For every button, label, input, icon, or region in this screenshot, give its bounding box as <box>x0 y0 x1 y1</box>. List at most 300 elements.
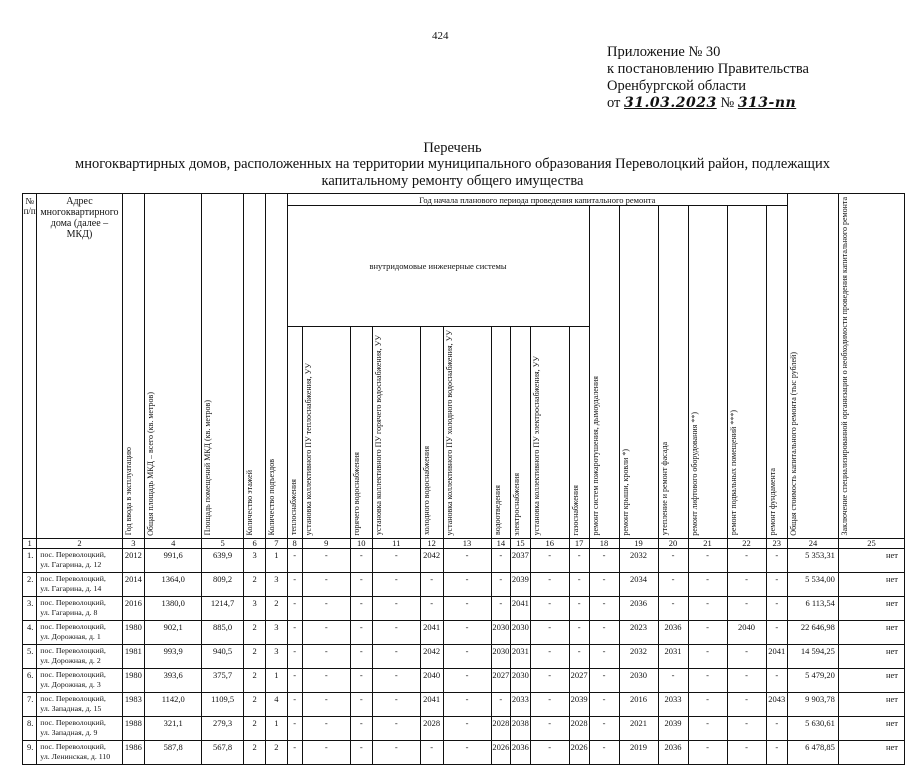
col-heating-meter-header <box>302 326 350 538</box>
table-cell: - <box>302 549 350 573</box>
table-cell: 3 <box>244 597 266 621</box>
column-number-row-group <box>23 539 905 549</box>
table-cell: 1986 <box>122 741 145 765</box>
table-cell: - <box>372 597 420 621</box>
table-cell: 587,8 <box>145 741 202 765</box>
title-line-2: многоквартирных домов, расположенных на территории муниципального образования Переволоцкий район, подлежащих <box>75 156 830 172</box>
table-cell: 2 <box>244 621 266 645</box>
col-hot-water-meter-label: установка коллективного ПУ горячего водоснабжения, УУ <box>373 335 383 536</box>
table-cell: нет <box>838 573 904 597</box>
row-address <box>37 669 122 693</box>
table-cell: - <box>766 549 788 573</box>
col-conclusion-header <box>838 194 904 539</box>
table-cell: нет <box>838 693 904 717</box>
col-year-header <box>122 194 145 539</box>
table-row <box>23 717 905 741</box>
row-address <box>37 645 122 669</box>
table-cell: 2041 <box>766 645 788 669</box>
table-cell: 2 <box>266 741 287 765</box>
table-cell: - <box>589 717 619 741</box>
table-cell: - <box>688 597 727 621</box>
table-cell: - <box>727 573 766 597</box>
row-address <box>37 621 122 645</box>
column-number: 15 <box>511 539 531 549</box>
column-number: 23 <box>766 539 788 549</box>
table-cell: - <box>443 669 491 693</box>
column-number: 12 <box>420 539 443 549</box>
table-cell: 2 <box>244 669 266 693</box>
table-cell: - <box>372 669 420 693</box>
table-cell: нет <box>838 669 904 693</box>
column-number: 9 <box>302 539 350 549</box>
row-number: 1. <box>23 549 37 573</box>
repair-table <box>22 193 905 765</box>
table-cell: - <box>350 549 372 573</box>
table-cell: - <box>530 645 569 669</box>
table-cell: 2032 <box>619 549 658 573</box>
col-power-header <box>511 326 531 538</box>
table-cell: 1980 <box>122 669 145 693</box>
decree-date: 31.03.2023 <box>624 95 717 111</box>
table-cell: - <box>350 669 372 693</box>
appendix-line-1: Приложение № 30 <box>607 44 721 60</box>
table-cell: - <box>727 669 766 693</box>
table-cell: 2032 <box>619 645 658 669</box>
table-row <box>23 693 905 717</box>
address-settlement: пос. Переволоцкий, <box>40 670 106 680</box>
col-cold-water-label: холодного водоснабжения <box>421 446 431 536</box>
column-number: 16 <box>530 539 569 549</box>
table-cell: - <box>350 741 372 765</box>
table-cell: 321,1 <box>145 717 202 741</box>
table-cell: 809,2 <box>202 573 244 597</box>
column-number: 14 <box>491 539 511 549</box>
col-floors-label: Количество этажей <box>245 469 254 536</box>
table-cell: 993,9 <box>145 645 202 669</box>
table-cell: 2 <box>244 645 266 669</box>
table-cell: - <box>443 645 491 669</box>
table-cell: 2040 <box>727 621 766 645</box>
column-number: 7 <box>266 539 287 549</box>
col-hot-water-label: горячего водоснабжения <box>351 451 361 536</box>
table-cell: - <box>372 549 420 573</box>
table-cell: 2039 <box>569 693 589 717</box>
table-cell: - <box>727 549 766 573</box>
table-cell: - <box>443 597 491 621</box>
table-cell: - <box>727 693 766 717</box>
col-total-area-header <box>145 194 202 539</box>
address-street: ул. Гагарина, д. 8 <box>40 607 98 617</box>
table-cell: - <box>302 741 350 765</box>
table-cell: 2023 <box>619 621 658 645</box>
table-cell: - <box>287 717 302 741</box>
table-cell: - <box>589 645 619 669</box>
col-power-meter-header <box>530 326 569 538</box>
table-cell: - <box>569 573 589 597</box>
column-number: 18 <box>589 539 619 549</box>
table-cell: 2037 <box>511 549 531 573</box>
address-settlement: пос. Переволоцкий, <box>40 718 106 728</box>
address-settlement: пос. Переволоцкий, <box>40 646 106 656</box>
column-number: 2 <box>37 539 122 549</box>
table-cell: - <box>589 597 619 621</box>
col-floors-header <box>244 194 266 539</box>
address-street: ул. Западная, д. 9 <box>40 727 98 737</box>
title-line-1: Перечень <box>423 140 482 156</box>
table-cell: - <box>287 645 302 669</box>
address-street: ул. Дорожная, д. 2 <box>40 655 101 665</box>
table-cell: - <box>530 717 569 741</box>
table-cell: - <box>766 597 788 621</box>
table-cell: 1142,0 <box>145 693 202 717</box>
table-cell: 885,0 <box>202 621 244 645</box>
table-cell: нет <box>838 597 904 621</box>
table-cell: 2026 <box>491 741 511 765</box>
table-cell: - <box>766 741 788 765</box>
col-total-area-label: Общая площадь МКД – всего (кв. метров) <box>146 391 156 536</box>
row-number: 7. <box>23 693 37 717</box>
table-cell: - <box>530 669 569 693</box>
table-row <box>23 645 905 669</box>
table-cell: - <box>420 741 443 765</box>
table-cell: 639,9 <box>202 549 244 573</box>
table-cell: - <box>350 573 372 597</box>
address-street: ул. Гагарина, д. 12 <box>40 559 102 569</box>
table-cell: 2027 <box>491 669 511 693</box>
table-cell: 2033 <box>658 693 688 717</box>
table-cell: - <box>372 741 420 765</box>
table-cell: 2033 <box>511 693 531 717</box>
row-address <box>37 717 122 741</box>
column-number: 19 <box>619 539 658 549</box>
table-cell: 9 903,78 <box>788 693 839 717</box>
table-cell: - <box>688 693 727 717</box>
table-cell: 940,5 <box>202 645 244 669</box>
table-cell: 2 <box>266 597 287 621</box>
table-cell: нет <box>838 645 904 669</box>
table-cell: - <box>372 645 420 669</box>
row-address <box>37 549 122 573</box>
table-cell: 3 <box>244 549 266 573</box>
table-cell: - <box>302 573 350 597</box>
table-cell: 2 <box>244 573 266 597</box>
table-cell: - <box>589 693 619 717</box>
table-cell: 2038 <box>511 717 531 741</box>
table-row <box>23 549 905 573</box>
table-cell: 1988 <box>122 717 145 741</box>
table-cell: 6 113,54 <box>788 597 839 621</box>
engineering-systems-header: внутридомовые инженерные системы <box>287 206 589 327</box>
table-cell: 5 534,00 <box>788 573 839 597</box>
table-cell: - <box>443 693 491 717</box>
col-year-label: Год ввода в эксплуатацию <box>123 447 133 536</box>
table-cell: - <box>530 597 569 621</box>
table-cell: 2042 <box>420 645 443 669</box>
table-cell: 2034 <box>619 573 658 597</box>
table-cell: 2030 <box>619 669 658 693</box>
address-settlement: пос. Переволоцкий, <box>40 694 106 704</box>
table-cell: - <box>372 573 420 597</box>
table-cell: 1214,7 <box>202 597 244 621</box>
decree-number: 313-пп <box>737 95 797 111</box>
table-cell: - <box>569 621 589 645</box>
row-number: 4. <box>23 621 37 645</box>
table-cell: 2 <box>244 741 266 765</box>
col-fire-header <box>589 206 619 539</box>
col-heating-label: теплоснабжения <box>288 479 298 536</box>
table-cell: 2039 <box>658 717 688 741</box>
table-cell: - <box>658 549 688 573</box>
column-number: 1 <box>23 539 37 549</box>
table-cell: 2016 <box>122 597 145 621</box>
table-cell: 1364,0 <box>145 573 202 597</box>
table-cell: - <box>491 549 511 573</box>
table-cell: 2036 <box>658 741 688 765</box>
table-cell: - <box>688 717 727 741</box>
table-cell: - <box>420 573 443 597</box>
table-cell: - <box>569 597 589 621</box>
column-number: 13 <box>443 539 491 549</box>
table-row <box>23 573 905 597</box>
col-facade-label: утепление и ремонт фасада <box>659 442 669 536</box>
col-foundation-header <box>766 206 788 539</box>
table-cell: 3 <box>266 621 287 645</box>
table-cell: 1 <box>266 669 287 693</box>
table-cell: нет <box>838 741 904 765</box>
address-settlement: пос. Переволоцкий, <box>40 574 106 584</box>
row-number: 6. <box>23 669 37 693</box>
appendix-block <box>607 44 809 112</box>
table-cell: 2041 <box>511 597 531 621</box>
row-address <box>37 741 122 765</box>
table-cell: 2043 <box>766 693 788 717</box>
table-cell: - <box>530 693 569 717</box>
row-address <box>37 693 122 717</box>
column-number: 17 <box>569 539 589 549</box>
table-cell: 14 594,25 <box>788 645 839 669</box>
table-cell: 3 <box>266 645 287 669</box>
date-prefix: от <box>607 95 621 111</box>
number-prefix: № <box>720 95 735 111</box>
col-conclusion-label: Заключение специализированной организации о необходимости проведения капитального ремонта <box>839 197 849 536</box>
col-roof-header <box>619 206 658 539</box>
table-cell: - <box>569 645 589 669</box>
address-settlement: пос. Переволоцкий, <box>40 622 106 632</box>
table-cell: - <box>350 621 372 645</box>
table-cell: 2042 <box>420 549 443 573</box>
row-address <box>37 573 122 597</box>
table-cell: 2012 <box>122 549 145 573</box>
appendix-line-3: Оренбургской области <box>607 78 747 94</box>
table-cell: 3 <box>266 573 287 597</box>
table-cell: 2027 <box>569 669 589 693</box>
col-roof-label: ремонт крыши, кровли *) <box>620 448 630 536</box>
table-cell: 2019 <box>619 741 658 765</box>
table-cell: - <box>287 573 302 597</box>
column-number: 3 <box>122 539 145 549</box>
column-number: 6 <box>244 539 266 549</box>
table-cell: 2 <box>244 717 266 741</box>
table-cell: 2028 <box>569 717 589 741</box>
table-cell: - <box>287 549 302 573</box>
table-cell: - <box>443 717 491 741</box>
table-cell: - <box>727 597 766 621</box>
table-cell: 2036 <box>658 621 688 645</box>
col-hot-water-header <box>350 326 372 538</box>
col-basement-label: ремонт подвальных помещений ***) <box>728 410 738 536</box>
col-cold-water-meter-label: установка коллективного ПУ холодного водоснабжения, УУ <box>444 329 454 536</box>
table-cell: 1983 <box>122 693 145 717</box>
appendix-date-line <box>607 95 809 112</box>
address-settlement: пос. Переволоцкий, <box>40 742 106 752</box>
table-cell: 2041 <box>420 693 443 717</box>
col-hot-water-meter-header <box>372 326 420 538</box>
table-cell: 1 <box>266 717 287 741</box>
table-cell: 2039 <box>511 573 531 597</box>
table-cell: - <box>302 597 350 621</box>
col-elevator-header <box>688 206 727 539</box>
table-cell: - <box>443 549 491 573</box>
table-cell: - <box>287 597 302 621</box>
table-cell: - <box>287 693 302 717</box>
column-number: 22 <box>727 539 766 549</box>
table-cell: - <box>350 693 372 717</box>
column-number-row <box>23 539 905 549</box>
table-cell: - <box>530 573 569 597</box>
table-cell: 1 <box>266 549 287 573</box>
table-cell: - <box>589 549 619 573</box>
address-street: ул. Дорожная, д. 1 <box>40 631 101 641</box>
address-street: ул. Дорожная, д. 3 <box>40 679 101 689</box>
table-cell: 2021 <box>619 717 658 741</box>
table-cell: 2036 <box>511 741 531 765</box>
table-cell: - <box>491 597 511 621</box>
table-cell: - <box>443 573 491 597</box>
table-cell: - <box>530 621 569 645</box>
period-group-header: Год начала планового периода проведения капитального ремонта <box>287 194 788 206</box>
col-basement-header <box>727 206 766 539</box>
table-row <box>23 597 905 621</box>
table-cell: - <box>658 597 688 621</box>
col-power-meter-label: установка коллективного ПУ электроснабжения, УУ <box>531 356 541 536</box>
col-heating-meter-label: установка коллективного ПУ теплоснабжения, УУ <box>303 363 313 536</box>
column-number: 8 <box>287 539 302 549</box>
table-row <box>23 741 905 765</box>
table-cell: 2026 <box>569 741 589 765</box>
table-cell: 991,6 <box>145 549 202 573</box>
col-gas-label: газоснабжения <box>570 484 580 536</box>
col-entrances-label: Количество подъездов <box>267 459 277 536</box>
table-cell: - <box>727 741 766 765</box>
address-settlement: пос. Переволоцкий, <box>40 598 106 608</box>
col-entrances-header <box>266 194 287 539</box>
table-cell: 393,6 <box>145 669 202 693</box>
column-number: 10 <box>350 539 372 549</box>
column-number: 21 <box>688 539 727 549</box>
table-cell: - <box>287 741 302 765</box>
table-cell: - <box>589 621 619 645</box>
table-row <box>23 669 905 693</box>
col-cost-label: Общая стоимость капитального ремонта (тыс рублей) <box>789 351 799 536</box>
table-row <box>23 621 905 645</box>
table-cell: - <box>491 573 511 597</box>
table-cell: - <box>443 621 491 645</box>
column-number: 25 <box>838 539 904 549</box>
table-cell: 567,8 <box>202 741 244 765</box>
table-cell: - <box>302 645 350 669</box>
table-cell: - <box>589 573 619 597</box>
table-cell: - <box>727 717 766 741</box>
table-body <box>23 549 905 765</box>
col-heating-header <box>287 326 302 538</box>
table-cell: 2040 <box>420 669 443 693</box>
table-cell: - <box>658 573 688 597</box>
page-number: 424 <box>432 30 449 42</box>
table-cell: - <box>443 741 491 765</box>
col-gas-header <box>569 326 589 538</box>
col-premises-area-label: Площадь помещений МКД (кв. метров) <box>203 400 213 536</box>
table-cell: - <box>589 669 619 693</box>
table-cell: - <box>302 621 350 645</box>
column-number: 4 <box>145 539 202 549</box>
table-cell: 4 <box>266 693 287 717</box>
column-number: 20 <box>658 539 688 549</box>
table-cell: - <box>766 717 788 741</box>
table-cell: - <box>688 645 727 669</box>
table-cell: - <box>350 717 372 741</box>
table-cell: - <box>372 717 420 741</box>
table-cell: 2030 <box>511 621 531 645</box>
table-cell: - <box>530 741 569 765</box>
col-address-header: Адрес многоквартирного дома (далее – МКД) <box>37 194 122 539</box>
table-cell: - <box>688 669 727 693</box>
table-cell: - <box>688 741 727 765</box>
table-cell: 1981 <box>122 645 145 669</box>
address-street: ул. Ленинская, д. 110 <box>40 751 111 761</box>
table-cell: - <box>420 597 443 621</box>
table-cell: 6 478,85 <box>788 741 839 765</box>
table-cell: - <box>727 645 766 669</box>
table-cell: 2036 <box>619 597 658 621</box>
table-cell: - <box>302 669 350 693</box>
table-cell: 2041 <box>420 621 443 645</box>
address-settlement: пос. Переволоцкий, <box>40 550 106 560</box>
table-cell: 22 646,98 <box>788 621 839 645</box>
table-cell: - <box>766 669 788 693</box>
table-cell: 5 353,31 <box>788 549 839 573</box>
table-cell: 1980 <box>122 621 145 645</box>
col-no-header: № п/п <box>23 194 37 539</box>
col-sewer-header <box>491 326 511 538</box>
row-number: 8. <box>23 717 37 741</box>
table-cell: - <box>372 693 420 717</box>
table-cell: - <box>491 693 511 717</box>
col-premises-area-header <box>202 194 244 539</box>
col-power-label: электроснабжения <box>512 472 522 536</box>
table-cell: нет <box>838 549 904 573</box>
table-cell: 2028 <box>420 717 443 741</box>
table-cell: 279,3 <box>202 717 244 741</box>
table-cell: 2014 <box>122 573 145 597</box>
table-cell: - <box>372 621 420 645</box>
table-cell: - <box>688 621 727 645</box>
table-cell: - <box>688 549 727 573</box>
table-cell: 2016 <box>619 693 658 717</box>
table-cell: 2 <box>244 693 266 717</box>
address-street: ул. Гагарина, д. 14 <box>40 583 102 593</box>
table-cell: - <box>287 621 302 645</box>
col-cold-water-header <box>420 326 443 538</box>
